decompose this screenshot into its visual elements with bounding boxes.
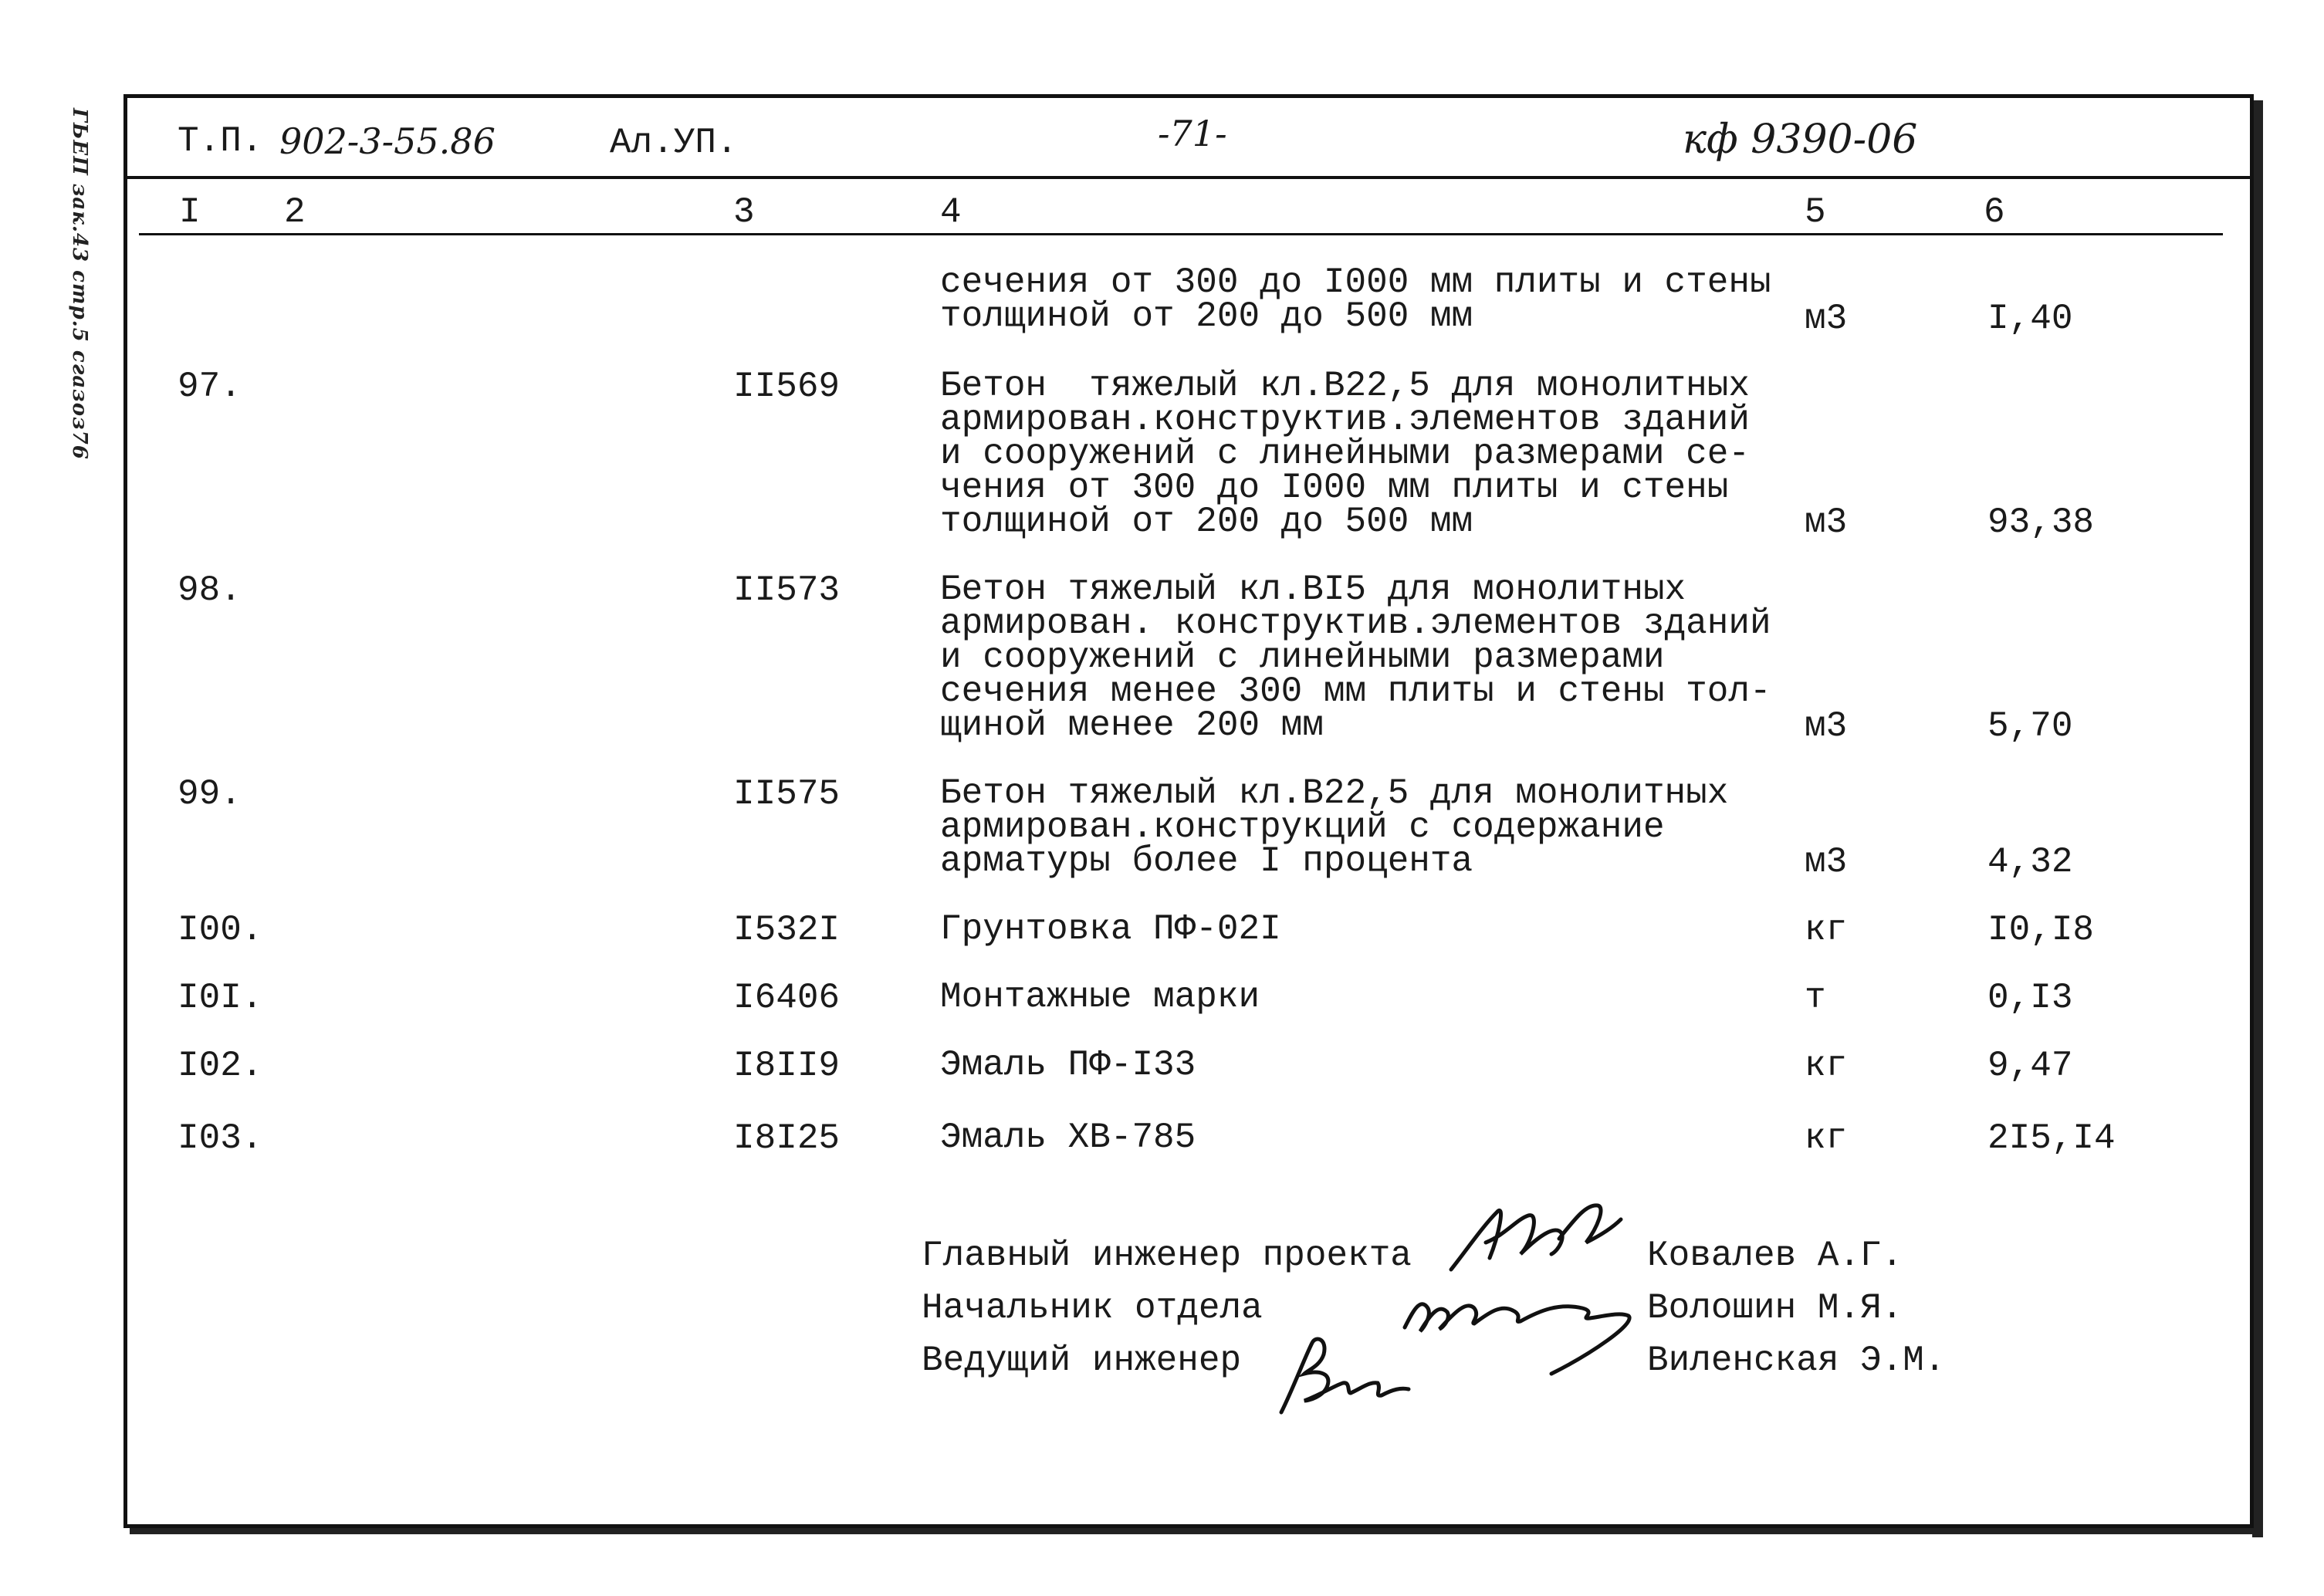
column-number-5: 5: [1805, 192, 1826, 232]
signature-lead-engineer: [1266, 1327, 1420, 1420]
row-number: I03.: [178, 1118, 263, 1158]
signature-name-chief-engineer: Ковалев А.Г.: [1647, 1236, 1903, 1276]
row-unit: м3: [1805, 502, 1848, 543]
column-number-3: 3: [733, 192, 755, 232]
row-number: I02.: [178, 1046, 263, 1086]
row-description: Эмаль ХВ-785: [940, 1118, 1196, 1158]
header-divider: [123, 176, 2254, 179]
row-description: Грунтовка ПФ-02I: [940, 909, 1281, 949]
row-number: 99.: [178, 774, 242, 814]
row-code: II569: [733, 367, 841, 407]
row-unit: м3: [1805, 299, 1848, 339]
row-unit: кг: [1805, 1118, 1848, 1158]
signature-role-lead-engineer: Ведущий инженер: [922, 1341, 1242, 1381]
row-description: Бетон тяжелый кл.ВI5 для монолитных армирован. конструктив.элементов зданий и сооружений с линейными размерами сечения менее 300 мм плиты и стены тол- щиной менее 200 мм: [940, 570, 1771, 746]
row-quantity: I0,I8: [1987, 910, 2095, 950]
column-number-1: I: [179, 192, 201, 232]
column-numbers-divider: [139, 233, 2223, 235]
row-code: I8II9: [733, 1046, 841, 1086]
row-description: Эмаль ПФ-I33: [940, 1045, 1196, 1085]
column-number-6: 6: [1984, 192, 2005, 232]
row-number: 97.: [178, 367, 242, 407]
row-quantity: 5,70: [1987, 706, 2073, 746]
row-number: I00.: [178, 910, 263, 950]
row-description: Бетон тяжелый кл.В22,5 для монолитных армирован.конструктив.элементов зданий и сооружений с линейными размерами се- чения от 300 до I000 мм плиты и стены толщиной от 200 до 500 мм: [940, 366, 1750, 542]
row-quantity: 2I5,I4: [1987, 1118, 2116, 1158]
row-quantity: 9,47: [1987, 1046, 2073, 1086]
row-quantity: 93,38: [1987, 502, 2095, 543]
row-code: I532I: [733, 910, 841, 950]
margin-note: ГЬЕП зак.43 стр.5 сгазоз76: [68, 108, 91, 460]
signature-name-department-head: Волошин М.Я.: [1647, 1288, 1903, 1328]
doc-number: 902-3-55.86: [279, 120, 496, 162]
row-quantity: 0,I3: [1987, 978, 2073, 1018]
row-unit: кг: [1805, 910, 1848, 950]
page-number: -71-: [1158, 113, 1227, 154]
frame-shadow-right: [2252, 100, 2263, 1537]
signature-name-lead-engineer: Виленская Э.М.: [1647, 1341, 1946, 1381]
row-description: Монтажные марки: [940, 977, 1260, 1017]
row-description: Бетон тяжелый кл.В22,5 для монолитных армирован.конструкций с содержание арматуры более I процента: [940, 773, 1729, 881]
signature-department-head: [1397, 1273, 1644, 1381]
row-code: I8I25: [733, 1118, 841, 1158]
document-code: кф 9390-06: [1683, 117, 1918, 163]
signature-role-chief-engineer: Главный инженер проекта: [922, 1236, 1412, 1276]
row-number: 98.: [178, 570, 242, 610]
row-unit: м3: [1805, 842, 1848, 882]
column-number-4: 4: [940, 192, 962, 232]
row-number: I0I.: [178, 978, 263, 1018]
signature-role-department-head: Начальник отдела: [922, 1288, 1263, 1328]
row-quantity: 4,32: [1987, 842, 2073, 882]
row-description: сечения от 300 до I000 мм плиты и стены толщиной от 200 до 500 мм: [940, 262, 1771, 336]
row-unit: т: [1805, 978, 1826, 1018]
row-unit: кг: [1805, 1046, 1848, 1086]
album-label: Ал.УП.: [610, 123, 738, 163]
row-code: II575: [733, 774, 841, 814]
signature-chief-engineer: [1443, 1196, 1629, 1281]
row-unit: м3: [1805, 706, 1848, 746]
row-code: II573: [733, 570, 841, 610]
doc-prefix: Т.П.: [178, 121, 263, 161]
row-quantity: I,40: [1987, 299, 2073, 339]
column-number-2: 2: [284, 192, 306, 232]
row-code: I6406: [733, 978, 841, 1018]
